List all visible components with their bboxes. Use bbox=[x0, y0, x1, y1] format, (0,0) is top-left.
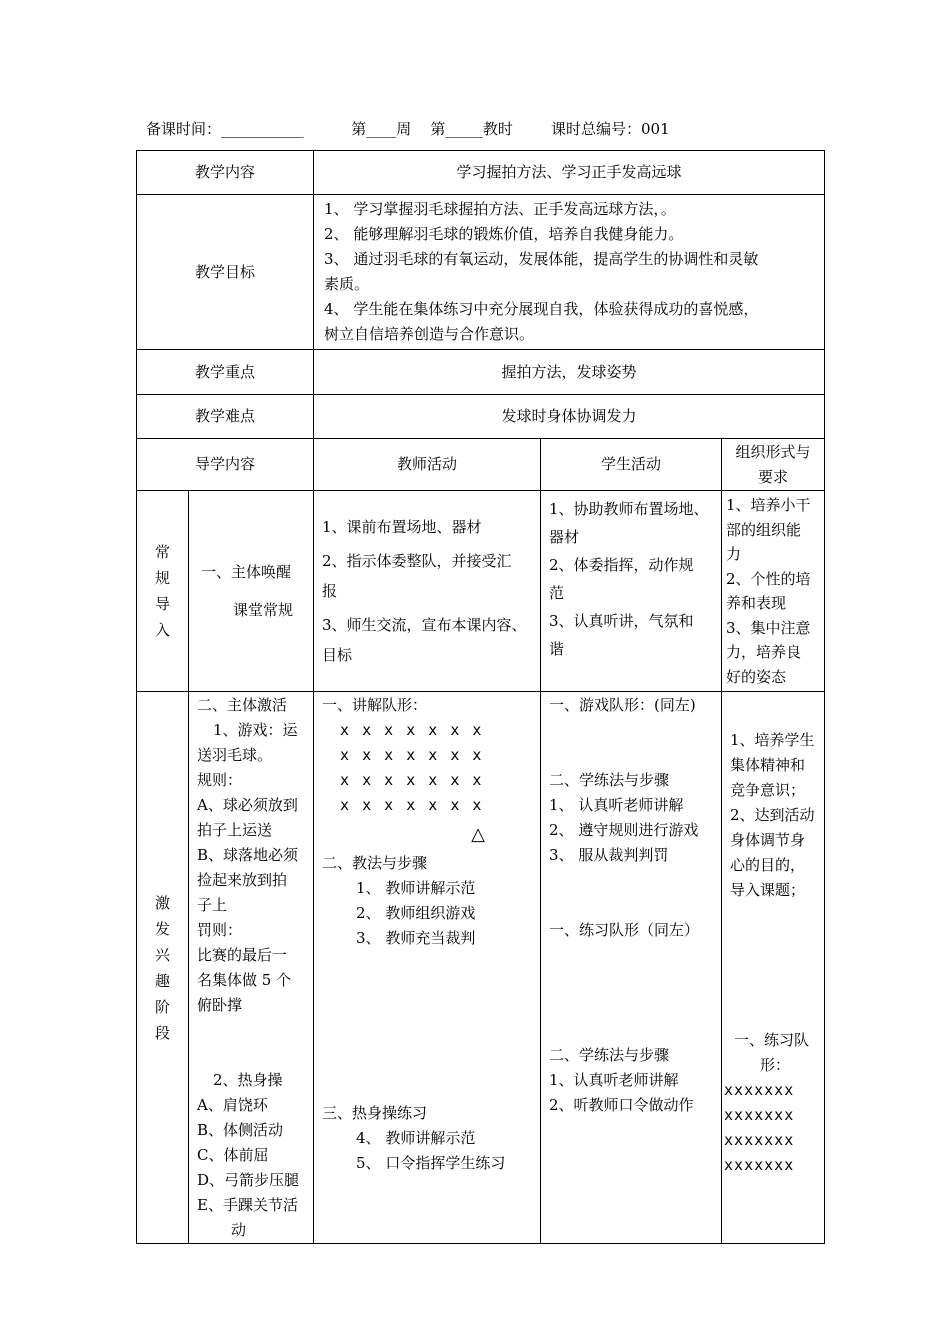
stage-char: 入 bbox=[154, 621, 170, 639]
col-student: 学生活动 bbox=[541, 439, 722, 491]
week-blank: ____ bbox=[366, 120, 397, 138]
lesson-blank: _____ bbox=[445, 120, 483, 138]
guide-text: 一、主体唤醒 bbox=[201, 563, 292, 581]
total-number: 课时总编号：001 bbox=[551, 120, 670, 138]
student-text: 2、 遵守规则进行游戏 bbox=[549, 821, 699, 839]
org-text: 部的组织能 bbox=[726, 520, 802, 539]
org-formation-row: xxxxxxx bbox=[724, 1081, 795, 1099]
teacher-position-triangle-icon: △ bbox=[471, 824, 485, 845]
student-routine bbox=[541, 491, 722, 692]
content-row bbox=[137, 151, 825, 195]
stage-char: 激 bbox=[154, 893, 170, 912]
stage-char: 导 bbox=[154, 595, 170, 613]
guide-text: A、球必须放到 bbox=[197, 796, 298, 814]
goals-row bbox=[137, 195, 825, 350]
guide-text: 比赛的最后一 bbox=[197, 946, 288, 964]
section-interest-row bbox=[137, 692, 825, 1244]
org-text: 养和表现 bbox=[726, 594, 787, 612]
goal-item: 2、 能够理解羽毛球的锻炼价值，培养自我健身能力。 bbox=[324, 225, 684, 243]
teacher-text: 2、指示体委整队，并接受汇 bbox=[322, 552, 512, 570]
stage-char: 段 bbox=[154, 1023, 170, 1042]
week-suffix: 周 bbox=[396, 120, 412, 138]
teacher-text: 2、 教师组织游戏 bbox=[356, 904, 476, 922]
student-text: 3、认真听讲，气氛和 bbox=[549, 612, 694, 630]
difficulty-value: 发球时身体协调发力 bbox=[314, 395, 825, 439]
student-text: 一、练习队形（同左） bbox=[549, 921, 700, 939]
guide-text: 2、热身操 bbox=[213, 1071, 283, 1089]
col-teacher: 教师活动 bbox=[314, 439, 541, 491]
stage-char: 发 bbox=[154, 919, 170, 938]
student-text: 3、 服从裁判判罚 bbox=[549, 846, 669, 864]
prep-time-label: 备课时间： bbox=[146, 120, 222, 138]
goal-item: 3、 通过羽毛球的有氧运动，发展体能，提高学生的协调性和灵敏 bbox=[324, 250, 759, 268]
guide-text: A、肩饶环 bbox=[197, 1096, 268, 1114]
guide-text: 子上 bbox=[197, 896, 228, 914]
student-text: 2、体委指挥，动作规 bbox=[549, 556, 694, 574]
org-formation-row: xxxxxxx bbox=[724, 1156, 795, 1174]
org-text: 2、达到活动 bbox=[730, 806, 815, 824]
teacher-interest bbox=[314, 692, 541, 1244]
teacher-text: 一、讲解队形： bbox=[322, 696, 428, 714]
teacher-text: 4、 教师讲解示范 bbox=[356, 1129, 476, 1147]
org-text: 1、培养学生 bbox=[730, 731, 815, 749]
lesson-prefix: 第 bbox=[430, 120, 446, 138]
goal-item: 4、 学生能在集体练习中充分展现自我，体验获得成功的喜悦感， bbox=[324, 300, 759, 318]
lesson-plan-table bbox=[136, 150, 825, 1244]
org-text: 1、培养小干 bbox=[726, 496, 811, 514]
col-org-line: 组织形式与 bbox=[735, 442, 811, 461]
org-routine bbox=[722, 491, 825, 692]
student-text: 1、协助教师布置场地、 bbox=[549, 500, 709, 518]
stage-routine bbox=[137, 491, 189, 692]
week-prefix: 第 bbox=[351, 120, 367, 138]
guide-text: 俯卧撑 bbox=[197, 996, 243, 1014]
guide-text: 规则： bbox=[197, 771, 243, 789]
key-row bbox=[137, 350, 825, 395]
prep-time-blank: ___________ bbox=[221, 120, 304, 138]
col-guide: 导学内容 bbox=[137, 439, 314, 491]
lesson-suffix: 教时 bbox=[482, 120, 513, 138]
teacher-routine bbox=[314, 491, 541, 692]
goals-label: 教学目标 bbox=[137, 195, 314, 350]
difficulty-row bbox=[137, 395, 825, 439]
goal-item: 树立自信培养创造与合作意识。 bbox=[324, 325, 535, 343]
stage-char: 趣 bbox=[154, 971, 170, 990]
key-value: 握拍方法，发球姿势 bbox=[314, 350, 825, 395]
goal-item: 1、 学习掌握羽毛球握拍方法、正手发高远球方法，。 bbox=[324, 200, 676, 218]
org-formation-row: xxxxxxx bbox=[724, 1106, 795, 1124]
teacher-text: 3、 教师充当裁判 bbox=[356, 929, 476, 947]
org-text: 2、个性的培 bbox=[726, 569, 811, 588]
student-text: 范 bbox=[549, 584, 565, 602]
goal-item: 素质。 bbox=[324, 275, 370, 293]
org-text: 导入课题； bbox=[730, 881, 806, 899]
teacher-text: 三、热身操练习 bbox=[322, 1104, 428, 1122]
guide-text: B、体侧活动 bbox=[197, 1121, 284, 1139]
teacher-text: 目标 bbox=[322, 646, 353, 664]
student-text: 一、游戏队形：(同左) bbox=[549, 696, 696, 714]
stage-char: 规 bbox=[154, 569, 170, 587]
org-text: 心的目的， bbox=[730, 856, 806, 874]
guide-text: 课堂常规 bbox=[233, 601, 294, 619]
guide-text: 二、主体激活 bbox=[197, 696, 288, 714]
goals-list bbox=[314, 195, 825, 350]
teacher-text: 二、教法与步骤 bbox=[322, 854, 428, 872]
column-header-row bbox=[137, 439, 825, 491]
col-org-line: 要求 bbox=[758, 467, 789, 486]
org-formation-row: xxxxxxx bbox=[724, 1131, 795, 1149]
guide-text: 拍子上运送 bbox=[197, 821, 273, 839]
org-text: 集体精神和 bbox=[730, 756, 806, 774]
formation-row: x x x x x x x bbox=[340, 771, 482, 789]
content-label: 教学内容 bbox=[137, 151, 314, 195]
formation-row: x x x x x x x bbox=[340, 721, 482, 739]
org-text: 一、练习队 bbox=[734, 1031, 810, 1049]
student-interest bbox=[541, 692, 722, 1244]
student-text: 2、听教师口令做动作 bbox=[549, 1096, 694, 1114]
org-interest bbox=[722, 692, 825, 1244]
guide-text: 捡起来放到拍 bbox=[197, 871, 288, 889]
teacher-text: 1、 教师讲解示范 bbox=[356, 879, 476, 897]
difficulty-label: 教学难点 bbox=[137, 395, 314, 439]
stage-interest bbox=[137, 692, 189, 1244]
student-text: 二、学练法与步骤 bbox=[549, 771, 670, 789]
org-text: 好的姿态 bbox=[726, 667, 787, 686]
teacher-text: 1、课前布置场地、器材 bbox=[322, 518, 482, 536]
guide-text: 罚则： bbox=[197, 921, 243, 939]
student-text: 器材 bbox=[549, 528, 580, 546]
student-text: 1、认真听老师讲解 bbox=[549, 1071, 679, 1089]
guide-text: C、体前屈 bbox=[197, 1146, 269, 1164]
guide-routine bbox=[189, 491, 314, 692]
teacher-text: 3、师生交流，宣布本课内容、 bbox=[322, 616, 527, 634]
lesson-header bbox=[146, 118, 670, 139]
org-text: 形： bbox=[760, 1056, 791, 1074]
org-text: 竞争意识； bbox=[730, 781, 806, 799]
guide-text: 动 bbox=[231, 1221, 247, 1239]
org-text: 身体调节身 bbox=[730, 831, 806, 849]
teacher-text: 报 bbox=[322, 582, 338, 600]
org-text: 力，培养良 bbox=[726, 643, 802, 661]
col-org bbox=[722, 439, 825, 491]
key-label: 教学重点 bbox=[137, 350, 314, 395]
content-value: 学习握拍方法、学习正手发高远球 bbox=[314, 151, 825, 195]
org-text: 力 bbox=[726, 545, 742, 563]
guide-text: E、手踝关节活 bbox=[197, 1196, 298, 1214]
teacher-text: 5、 口令指挥学生练习 bbox=[356, 1154, 506, 1172]
guide-interest bbox=[189, 692, 314, 1244]
guide-text: B、球落地必须 bbox=[197, 846, 299, 864]
student-text: 谐 bbox=[549, 640, 565, 658]
stage-char: 阶 bbox=[154, 997, 170, 1016]
student-text: 二、学练法与步骤 bbox=[549, 1046, 670, 1064]
guide-text: D、弓箭步压腿 bbox=[197, 1171, 300, 1189]
guide-text: 1、游戏：运 bbox=[213, 721, 298, 739]
guide-text: 名集体做 5 个 bbox=[197, 971, 292, 989]
formation-row: x x x x x x x bbox=[340, 796, 482, 814]
guide-text: 送羽毛球。 bbox=[197, 746, 273, 764]
section-routine-row bbox=[137, 491, 825, 692]
formation-row: x x x x x x x bbox=[340, 746, 482, 764]
stage-char: 常 bbox=[154, 543, 170, 561]
stage-char: 兴 bbox=[154, 945, 170, 964]
student-text: 1、 认真听老师讲解 bbox=[549, 796, 684, 814]
org-text: 3、集中注意 bbox=[726, 618, 811, 637]
